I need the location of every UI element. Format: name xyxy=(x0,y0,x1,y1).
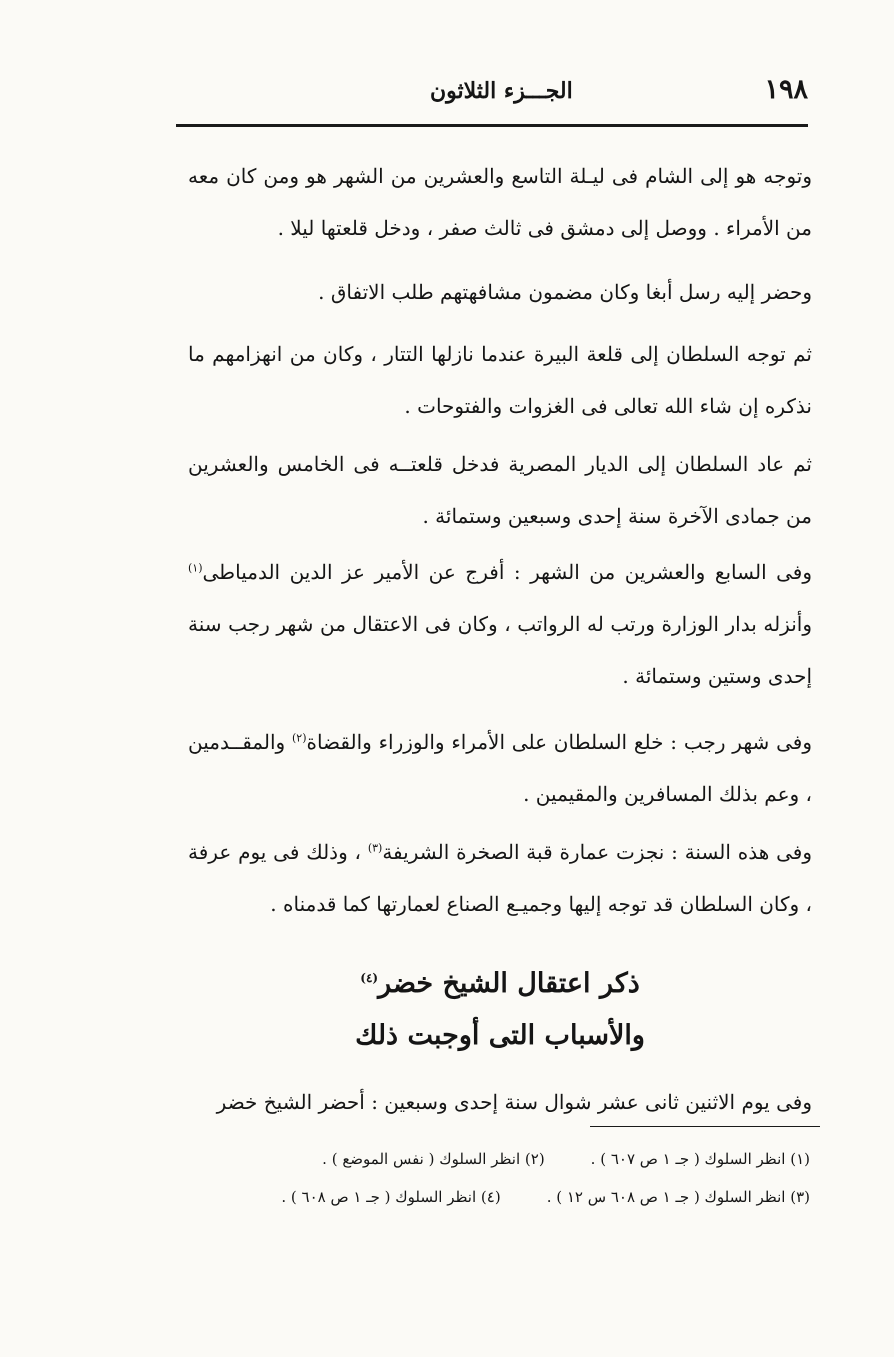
header-rule xyxy=(176,124,808,127)
paragraph xyxy=(188,826,812,930)
footnote-line xyxy=(220,1140,810,1178)
paragraph: ثم عاد السلطان إلى الديار المصرية فدخل قلعتــه فى الخامس والعشرين من جمادى الآخرة سنة إحدى وسبعين وستمائة . xyxy=(188,452,812,528)
paragraph xyxy=(188,716,812,820)
footnote: (٤) انظر السلوك ( جـ ١ ص ٦٠٨ ) . xyxy=(281,1188,501,1206)
section-heading xyxy=(188,950,812,1012)
footnotes xyxy=(220,1140,810,1216)
paragraph-text: وفى السابع والعشرين من الشهر : أفرج عن الأمير عز الدين الدمياطى xyxy=(202,560,812,584)
page-number: ١٩٨ xyxy=(764,74,808,105)
paragraph: وفى يوم الاثنين ثانى عشر شوال سنة إحدى وسبعين : أحضر الشيخ خضر xyxy=(216,1090,812,1114)
paragraph-text: وفى هذه السنة : نجزت عمارة قبة الصخرة الشريفة xyxy=(382,840,812,864)
paragraph-text: ، وذلك فى يوم عرفة ، وكان السلطان قد توجه إليها وجميـع الصناع لعمارتها كما قدمناه . xyxy=(188,840,812,916)
paragraph-text: وأنزله بدار الوزارة ورتب له الرواتب ، وكان فى الاعتقال من شهر رجب سنة إحدى وستين وستمائة . xyxy=(188,612,812,688)
footnote-marker: (٤) xyxy=(360,971,379,985)
page-header xyxy=(180,72,808,112)
paragraph-text: وفى شهر رجب : خلع السلطان على الأمراء والوزراء والقضاة xyxy=(306,730,812,754)
footnote-marker: (٢) xyxy=(291,731,307,745)
paragraph: وتوجه هو إلى الشام فى ليـلة التاسع والعشرين من الشهر هو ومن كان معه من الأمراء . ووصل إلى دمشق فى ثالث صفر ، ودخل قلعتها ليلا . xyxy=(188,164,812,240)
paragraph: ثم توجه السلطان إلى قلعة البيرة عندما نازلها التتار ، وكان من انهزامهم ما نذكره إن شاء الله تعالى فى الغزوات والفتوحات . xyxy=(188,342,812,418)
section-subheading: والأسباب التى أوجبت ذلك xyxy=(355,1020,645,1051)
paragraph: وحضر إليه رسل أبغا وكان مضمون مشافهتهم طلب الاتفاق . xyxy=(318,280,812,304)
footnote-rule xyxy=(590,1126,820,1127)
heading-text: ذكر اعتقال الشيخ خضر xyxy=(378,968,640,999)
paragraph xyxy=(188,546,812,702)
footnote: (٣) انظر السلوك ( جـ ١ ص ٦٠٨ س ١٢ ) . xyxy=(546,1188,810,1206)
footnote-line xyxy=(220,1178,810,1216)
footnote-marker: (٣) xyxy=(367,841,383,855)
footnote: (١) انظر السلوك ( جـ ١ ص ٦٠٧ ) . xyxy=(590,1150,810,1168)
running-title: الجـــزء الثلاثون xyxy=(430,78,573,104)
paragraph-text: والمقــدمين ، وعم بذلك المسافرين والمقيمين . xyxy=(188,730,812,806)
footnote-marker: (١) xyxy=(188,561,203,575)
footnote: (٢) انظر السلوك ( نفس الموضع ) . xyxy=(322,1150,545,1168)
